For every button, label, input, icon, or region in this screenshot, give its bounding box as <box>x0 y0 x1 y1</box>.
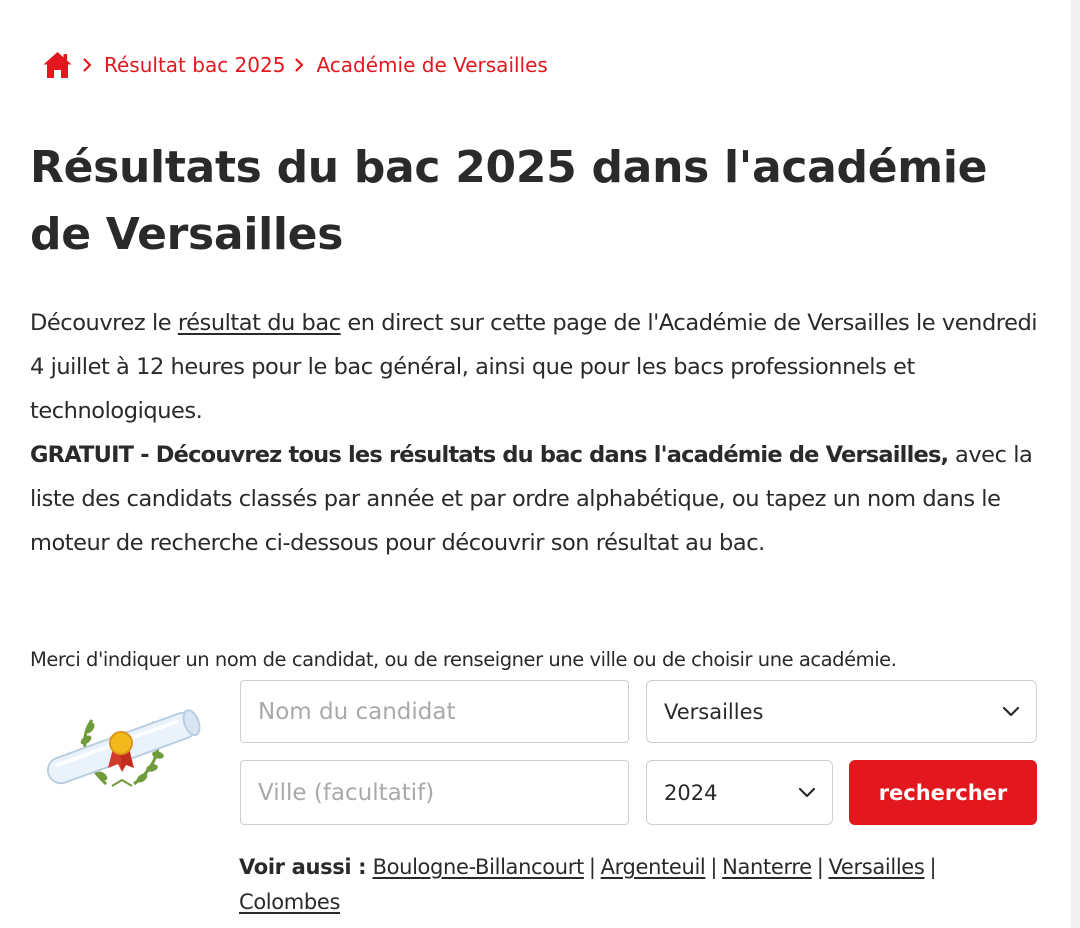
see-also-link-argenteuil[interactable]: Argenteuil <box>600 855 706 879</box>
intro-paragraph <box>30 301 1050 433</box>
search-hint: Merci d'indiquer un nom de candidat, ou de renseigner une ville ou de choisir une académie. <box>30 648 897 671</box>
candidate-name-input[interactable] <box>240 680 629 743</box>
year-select-value: 2024 <box>664 780 718 805</box>
see-also-link-boulogne-billancourt[interactable]: Boulogne-Billancourt <box>372 855 584 879</box>
intro-paragraph-free <box>30 433 1050 565</box>
see-also-link-nanterre[interactable]: Nanterre <box>722 855 812 879</box>
see-also-label: Voir aussi : <box>239 855 367 879</box>
breadcrumb <box>42 48 548 82</box>
see-also <box>239 850 1029 920</box>
breadcrumb-item-resultat-bac[interactable]: Résultat bac 2025 <box>104 53 286 77</box>
breadcrumb-item-academie[interactable]: Académie de Versailles <box>316 53 548 77</box>
diploma-icon <box>32 688 212 798</box>
city-input[interactable] <box>240 760 629 825</box>
chevron-right-icon <box>295 58 304 72</box>
link-separator: | <box>929 855 937 879</box>
academie-select-value: Versailles <box>664 699 764 724</box>
see-also-link-colombes[interactable]: Colombes <box>239 890 341 914</box>
link-separator: | <box>816 855 824 879</box>
chevron-down-icon <box>1002 706 1020 718</box>
link-separator: | <box>588 855 596 879</box>
page-title: Résultats du bac 2025 dans l'académie de Versailles <box>30 142 988 260</box>
intro-text <box>30 301 1050 565</box>
year-select[interactable] <box>646 760 833 825</box>
intro-text-segment: avec la liste des candidats classés par année et par ordre alphabétique, ou tapez un nom dans le moteur de recherche ci-dessous pour découvrir son résultat au bac. <box>30 442 1033 556</box>
chevron-down-icon <box>798 787 816 799</box>
intro-bold-text: GRATUIT - Découvrez tous les résultats du bac dans l'académie de Versailles, <box>30 442 949 468</box>
intro-text-segment: Découvrez le <box>30 310 178 336</box>
chevron-right-icon <box>83 58 92 72</box>
scrollbar-track[interactable] <box>1071 0 1080 928</box>
resultat-du-bac-link[interactable]: résultat du bac <box>177 310 341 336</box>
academie-select[interactable] <box>646 680 1037 743</box>
intro-text-segment: en direct sur cette page de l'Académie de Versailles le vendredi 4 juillet à 12 heures pour le bac général, ainsi que pour les bacs professionnels et technologiques. <box>30 310 1038 424</box>
link-separator: | <box>710 855 718 879</box>
home-icon[interactable] <box>42 50 73 81</box>
see-also-link-versailles[interactable]: Versailles <box>828 855 925 879</box>
search-button[interactable]: rechercher <box>849 760 1037 825</box>
